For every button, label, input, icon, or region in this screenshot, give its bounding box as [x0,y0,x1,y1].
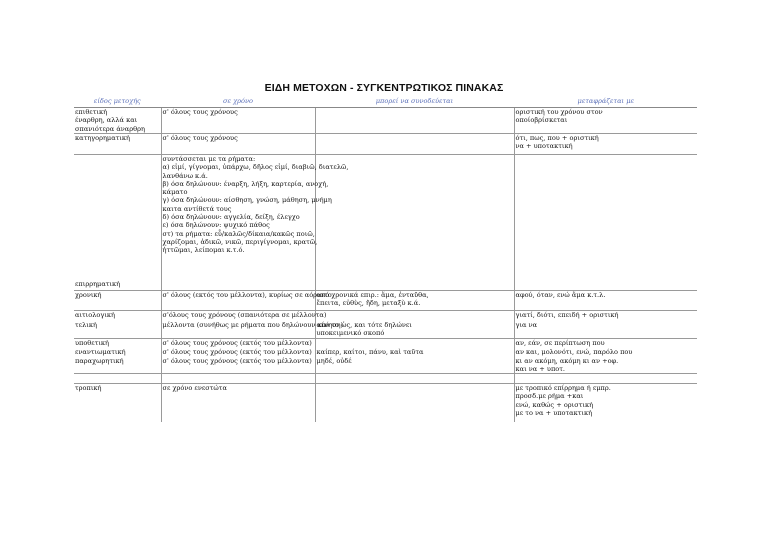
accompanied-by-cell [315,291,514,311]
cell-text-line: επιρρηματική [75,280,121,288]
participles-table [74,97,697,422]
translation-cell [514,134,697,155]
tense-cell [161,134,315,155]
translation-cell [514,338,697,348]
tense-cell [161,280,315,291]
participle-type-cell [74,374,161,384]
cell-text-line: αιτιολογική [75,311,115,319]
participle-type-cell [74,384,161,423]
cell-text-line: β) όσα δηλώνουν: έναρξη, λήξη, καρτερία, ανοχή, [162,179,329,188]
translation-cell [514,108,697,134]
cell-text-line: ἔπειτα, εὐθὺς, ἤδη, μεταξὺ κ.ά. [316,299,421,308]
cell-text-line: σ' όλους τους χρόνους [162,108,238,116]
cell-text-line: με το να + υποτακτική [515,409,593,418]
cell-text-line: από χρονικά επιρ.: ἅμα, ἐνταῦθα, [316,291,429,299]
cell-text-line: σ' όλους τους χρόνους (εκτός του μέλλοντα) [162,338,312,347]
cell-text-line: αφού, όταν, ενώ ἅμα κ.τ.λ. [515,291,606,299]
participle-type-cell [74,108,161,134]
cell-text-line: συντάσσεται με τα ρήματα: [162,155,256,163]
cell-text-line: καιτα αντίθετά τους [162,204,232,213]
participle-type-cell [74,348,161,357]
cell-text-line: να + υποτακτική [515,142,573,151]
cell-text-line: έναρθρη, αλλά και [75,116,138,125]
cell-text-line: σε χρόνο ενεστώτα [162,384,227,393]
accompanied-by-cell [315,311,514,322]
cell-text-line: χαρίζομαι, ἀδικῶ, νικῶ, περιγίγνομαι, κρατῶ, [162,237,318,246]
cell-text-line: μέλλοντα (συνήθως με ρήματα που δηλώνουν κίνηση) [162,321,344,329]
translation-cell [514,291,697,311]
header-translated-as: μεταφράζεται με [514,97,697,108]
tense-cell [161,311,327,322]
participle-type-cell [74,280,161,291]
accompanied-by-cell [315,108,514,134]
cell-text-line: δ) όσα δηλώνουν: αγγελία, δείξη, έλεγχο [162,213,300,222]
accompanied-by-cell [315,384,514,423]
cell-text-line: παραχωρητική [75,356,124,365]
tense-cell [161,384,315,423]
translation-cell [514,384,697,423]
tense-cell [161,108,315,134]
cell-text-line: αν, εάν, σε περίπτωση που [515,338,605,347]
participle-type-cell [74,291,161,311]
participle-type-cell [74,357,161,374]
cell-text-line: ἡττῶμαι, λείπομαι κ.τ.ό. [162,246,245,255]
accompanied-by-cell [315,374,514,384]
cell-text-line: καίπερ, καίτοι, πάνυ, καὶ ταῦτα [316,347,424,356]
cell-text-line: εναντιωματική [75,347,126,356]
cell-text-line: και να + υποτ. [515,364,565,373]
cell-text-line: ε) όσα δηλώνουν: ψυχικό πάθος [162,221,270,230]
cell-text-line: από το ὡς, και τότε δηλώνει [316,321,412,329]
cell-text-line: σ' όλους (εκτός του μέλλοντα), κυρίως σε αόριστο [162,291,332,299]
cell-text-line: στ) τα ρήματα: εὖ/καλῶς/δίκαια/κακῶς ποιῶ, [162,229,315,238]
tense-cell [161,321,344,338]
cell-text-line: υποθετική [75,338,110,347]
accompanied-by-cell [315,338,514,348]
accompanied-by-cell [315,155,514,281]
tense-cell [161,348,315,357]
translation-cell [514,374,697,384]
table-row [74,291,697,311]
cell-text-line: κατηγορηματική [75,134,130,142]
accompanied-by-cell [315,348,514,357]
cell-text-line: υποκειμενικό σκοπό [316,329,385,338]
participle-type-cell [74,134,161,155]
table-row [74,338,697,348]
table-row [74,155,697,281]
header-accompanied-by: μπορεί να συνοδεύεται [315,97,514,108]
cell-text-line: για να [515,321,538,329]
accompanied-by-cell [315,280,514,291]
table-row [74,357,697,374]
translation-cell [514,311,697,322]
cell-text-line: χρονική [75,291,102,299]
cell-text-line: α) εἰμί, γίγνομαι, ὑπάρχω, δῆλος εἰμί, διαβιῶ, διατελῶ, [162,163,349,172]
translation-cell [514,280,697,291]
cell-text-line: οριστική του χρόνου στον [515,108,603,116]
accompanied-by-cell [315,134,514,155]
cell-text-line: κάματο [162,188,188,197]
translation-cell [514,357,697,374]
tense-cell [161,291,332,311]
cell-text-line: ότι, πως, που + οριστική [515,134,599,142]
table-header-row [74,97,697,108]
tense-cell [161,357,315,374]
cell-text-line: σπανιότερα άναρθρη [75,124,145,133]
tense-cell [161,338,315,348]
cell-text-line: λανθάνω κ.ά. [162,171,208,180]
table-row [74,384,697,423]
cell-text-line: κι αν ακόμη, ακόμη κι αν +οφ. [515,356,619,365]
cell-text-line: σ' όλους τους χρόνους (εκτός του μέλλοντα) [162,347,312,356]
cell-text-line: με τροπικό επίρρημα ή εμπρ. [515,384,611,393]
cell-text-line: γ) όσα δηλώνουν: αίσθηση, γνώση, μάθηση, μνήμη [162,196,332,205]
translation-cell [514,321,697,338]
table-row [74,108,697,134]
participle-type-cell [74,155,161,281]
cell-text-line: επιθετική [75,108,108,116]
tense-cell [161,155,349,281]
cell-text-line: μηδέ, οὐδέ [316,356,352,365]
header-participle-type: είδος μετοχής [74,97,161,108]
cell-text-line: οποίοβρίσκεται [515,116,568,125]
cell-text-line: σ'όλους τους χρόνους (σπανιότερα σε μέλλοντα) [162,311,327,319]
table-row [74,134,697,155]
translation-cell [514,155,697,281]
table-row [74,321,697,338]
cell-text-line: σ' όλους τους χρόνους (εκτός του μέλλοντα) [162,356,312,365]
table-row [74,348,697,357]
table-row [74,311,697,322]
participle-type-cell [74,321,161,338]
tense-cell [161,374,315,384]
cell-text-line: γιατί, διότι, επειδή + οριστική [515,311,619,319]
accompanied-by-cell [315,357,514,374]
page-title: ΕΙΔΗ ΜΕΤΟΧΩΝ - ΣΥΓΚΕΝΤΡΩΤΙΚΟΣ ΠΙΝΑΚΑΣ [264,82,504,94]
table-row [74,280,697,291]
accompanied-by-cell [315,321,514,338]
table-row [74,374,697,384]
cell-text-line: αν και, μολονότι, ενώ, παρόλο που [515,347,633,356]
header-tense: σε χρόνο [161,97,315,108]
cell-text-line: ενώ, καθώς + οριστική [515,400,594,409]
cell-text-line: προσδ.με ρήμα +και [515,392,584,401]
cell-text-line: τροπική [75,384,102,393]
translation-cell [514,348,697,357]
participle-type-cell [74,311,161,322]
cell-text-line: σ' όλους τους χρόνους [162,134,238,142]
cell-text-line: τελική [75,321,97,329]
participle-type-cell [74,338,161,348]
